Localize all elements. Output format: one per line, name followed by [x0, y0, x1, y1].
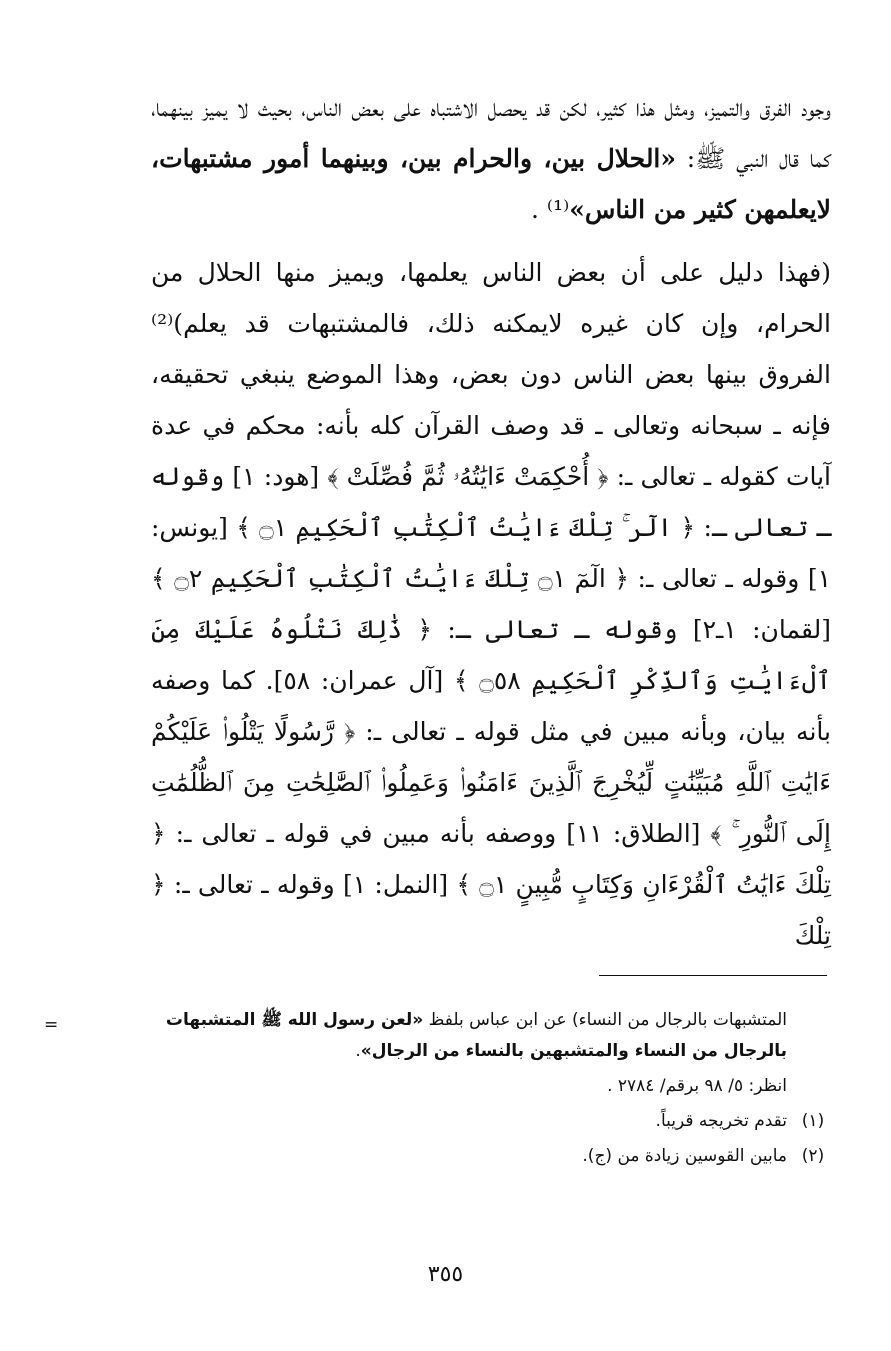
paragraph-1 [151, 82, 831, 235]
hadith-quote: «الحلال بين، والحرام بين، وبينهما أمور مشتبهات، لايعلمهن كثير من الناس» [151, 144, 831, 224]
footnote-ref-1: ⁽¹⁾ . [531, 195, 570, 224]
footnote-marker: (٢) [801, 1146, 825, 1166]
footnote-marker: (١) [801, 1111, 825, 1131]
quran-verse-yunus: ﴿ الٓر ۚ تِلْكَ ءَايَٰتُ ٱلْكِتَٰبِ ٱلْحَكِيمِ ۝١ ﴾ [236, 513, 696, 542]
footnote-reference [101, 1071, 831, 1102]
page-number: ٣٥٥ [427, 1262, 464, 1287]
quran-verse-start: ﴿ تِلْكَ [151, 870, 831, 950]
footnote-text: تقدم تخريجه قريباً. [655, 1111, 787, 1131]
footnote-separator [599, 975, 827, 976]
main-body-text [151, 82, 831, 961]
footnote-continuation-text: المتشبهات بالرجال من النساء) عن ابن عباس بلفظ [423, 1010, 787, 1030]
footnote-text: مابين القوسين زيادة من (ج). [582, 1146, 787, 1166]
footnote-reference-text: انظر: ٥/ ٩٨ برقم/ ٢٧٨٤ . [607, 1076, 787, 1096]
quran-verse-al-imran: ﴿ ذَٰلِكَ نَتْلُوهُ عَلَيْكَ مِنَ ٱلْءَايَٰتِ وَٱلذِّكْرِ ٱلْحَكِيمِ ۝٥٨ ﴾ [151, 615, 831, 695]
text-segment: [لقمان: ١ـ٢] وقوله ـ تعالى ـ: [432, 615, 831, 644]
quran-verse-luqman: ﴿ الٓمٓ ۝١ تِلْكَ ءَايَٰتُ ٱلْكِتَٰبِ ٱلْحَكِيمِ ۝٢ ﴾ [151, 564, 629, 593]
text-segment: [النمل: ١] وقوله ـ تعالى ـ: [165, 870, 457, 899]
text-segment: (فهذا دليل على أن بعض الناس يعلمها، ويميز منها الحلال من الحرام، وإن كان غيره لايمكنه ذلك، فالمشتبهات قد يعلم)⁽²⁾ الفروق بينها بعض الناس دون بعض، وهذا الموضع ينبغي تحقيقه، فإنه ـ سبحانه وتعالى ـ قد وصف القرآن كله بأنه: محكم في عدة آيات كقوله ـ تعالى ـ: [151, 258, 832, 491]
footnotes-section [101, 1005, 831, 1176]
footnote-item [101, 1141, 831, 1172]
footnote-item [101, 1106, 831, 1137]
footnote-continuation [101, 1005, 831, 1067]
footnote-continuation-marker: = [44, 1015, 59, 1035]
footnote-continuation-end: . [355, 1041, 361, 1061]
quran-verse-talaq: ﴿ رَّسُولًا يَتْلُوا۟ عَلَيْكُمْ ءَايَٰتِ ٱللَّهِ مُبَيِّنَٰتٍ لِّيُخْرِجَ ٱلَّذِينَ ءَامَنُوا۟ وَعَمِلُوا۟ ٱلصَّٰلِحَٰتِ مِنَ ٱلظُّلُمَٰتِ إِلَى ٱلنُّورِ ۚ ﴾ [151, 717, 831, 848]
text-segment: وجود الفرق والتميز، ومثل هذا كثير، لكن قد يحصل الاشتباه على بعض الناس، بحيث لا يميز بينهما، كما قال النبي ﷺ: [151, 93, 831, 173]
text-segment: [الطلاق: ١١] ووصفه بأنه مبين في قوله ـ تعالى ـ: [165, 819, 711, 848]
text-segment: [آل عمران: ٥٨]. كما وصفه بأنه بيان، وبأنه مبين في مثل قوله ـ تعالى ـ: [151, 666, 831, 746]
quran-verse-naml: ﴿ تِلْكَ ءَايَٰتُ ٱلْقُرْءَانِ وَكِتَابٍ مُّبِينٍ ۝١ ﴾ [151, 819, 831, 899]
text-segment: [هود: ١] وقوله ـ تعالى ـ: [151, 462, 832, 542]
footnote-hadith-quote: «لعن رسول الله ﷺ المتشبهات بالرجال من النساء والمتشبهين بالنساء من الرجال» [165, 1010, 787, 1061]
text-segment: [يونس: ١] وقوله ـ تعالى ـ: [151, 513, 832, 593]
quran-verse-hud: ﴿ أُحْكِمَتْ ءَايَٰتُهُۥ ثُمَّ فُصِّلَتْ ﴾ [327, 462, 609, 491]
paragraph-2 [151, 247, 831, 961]
